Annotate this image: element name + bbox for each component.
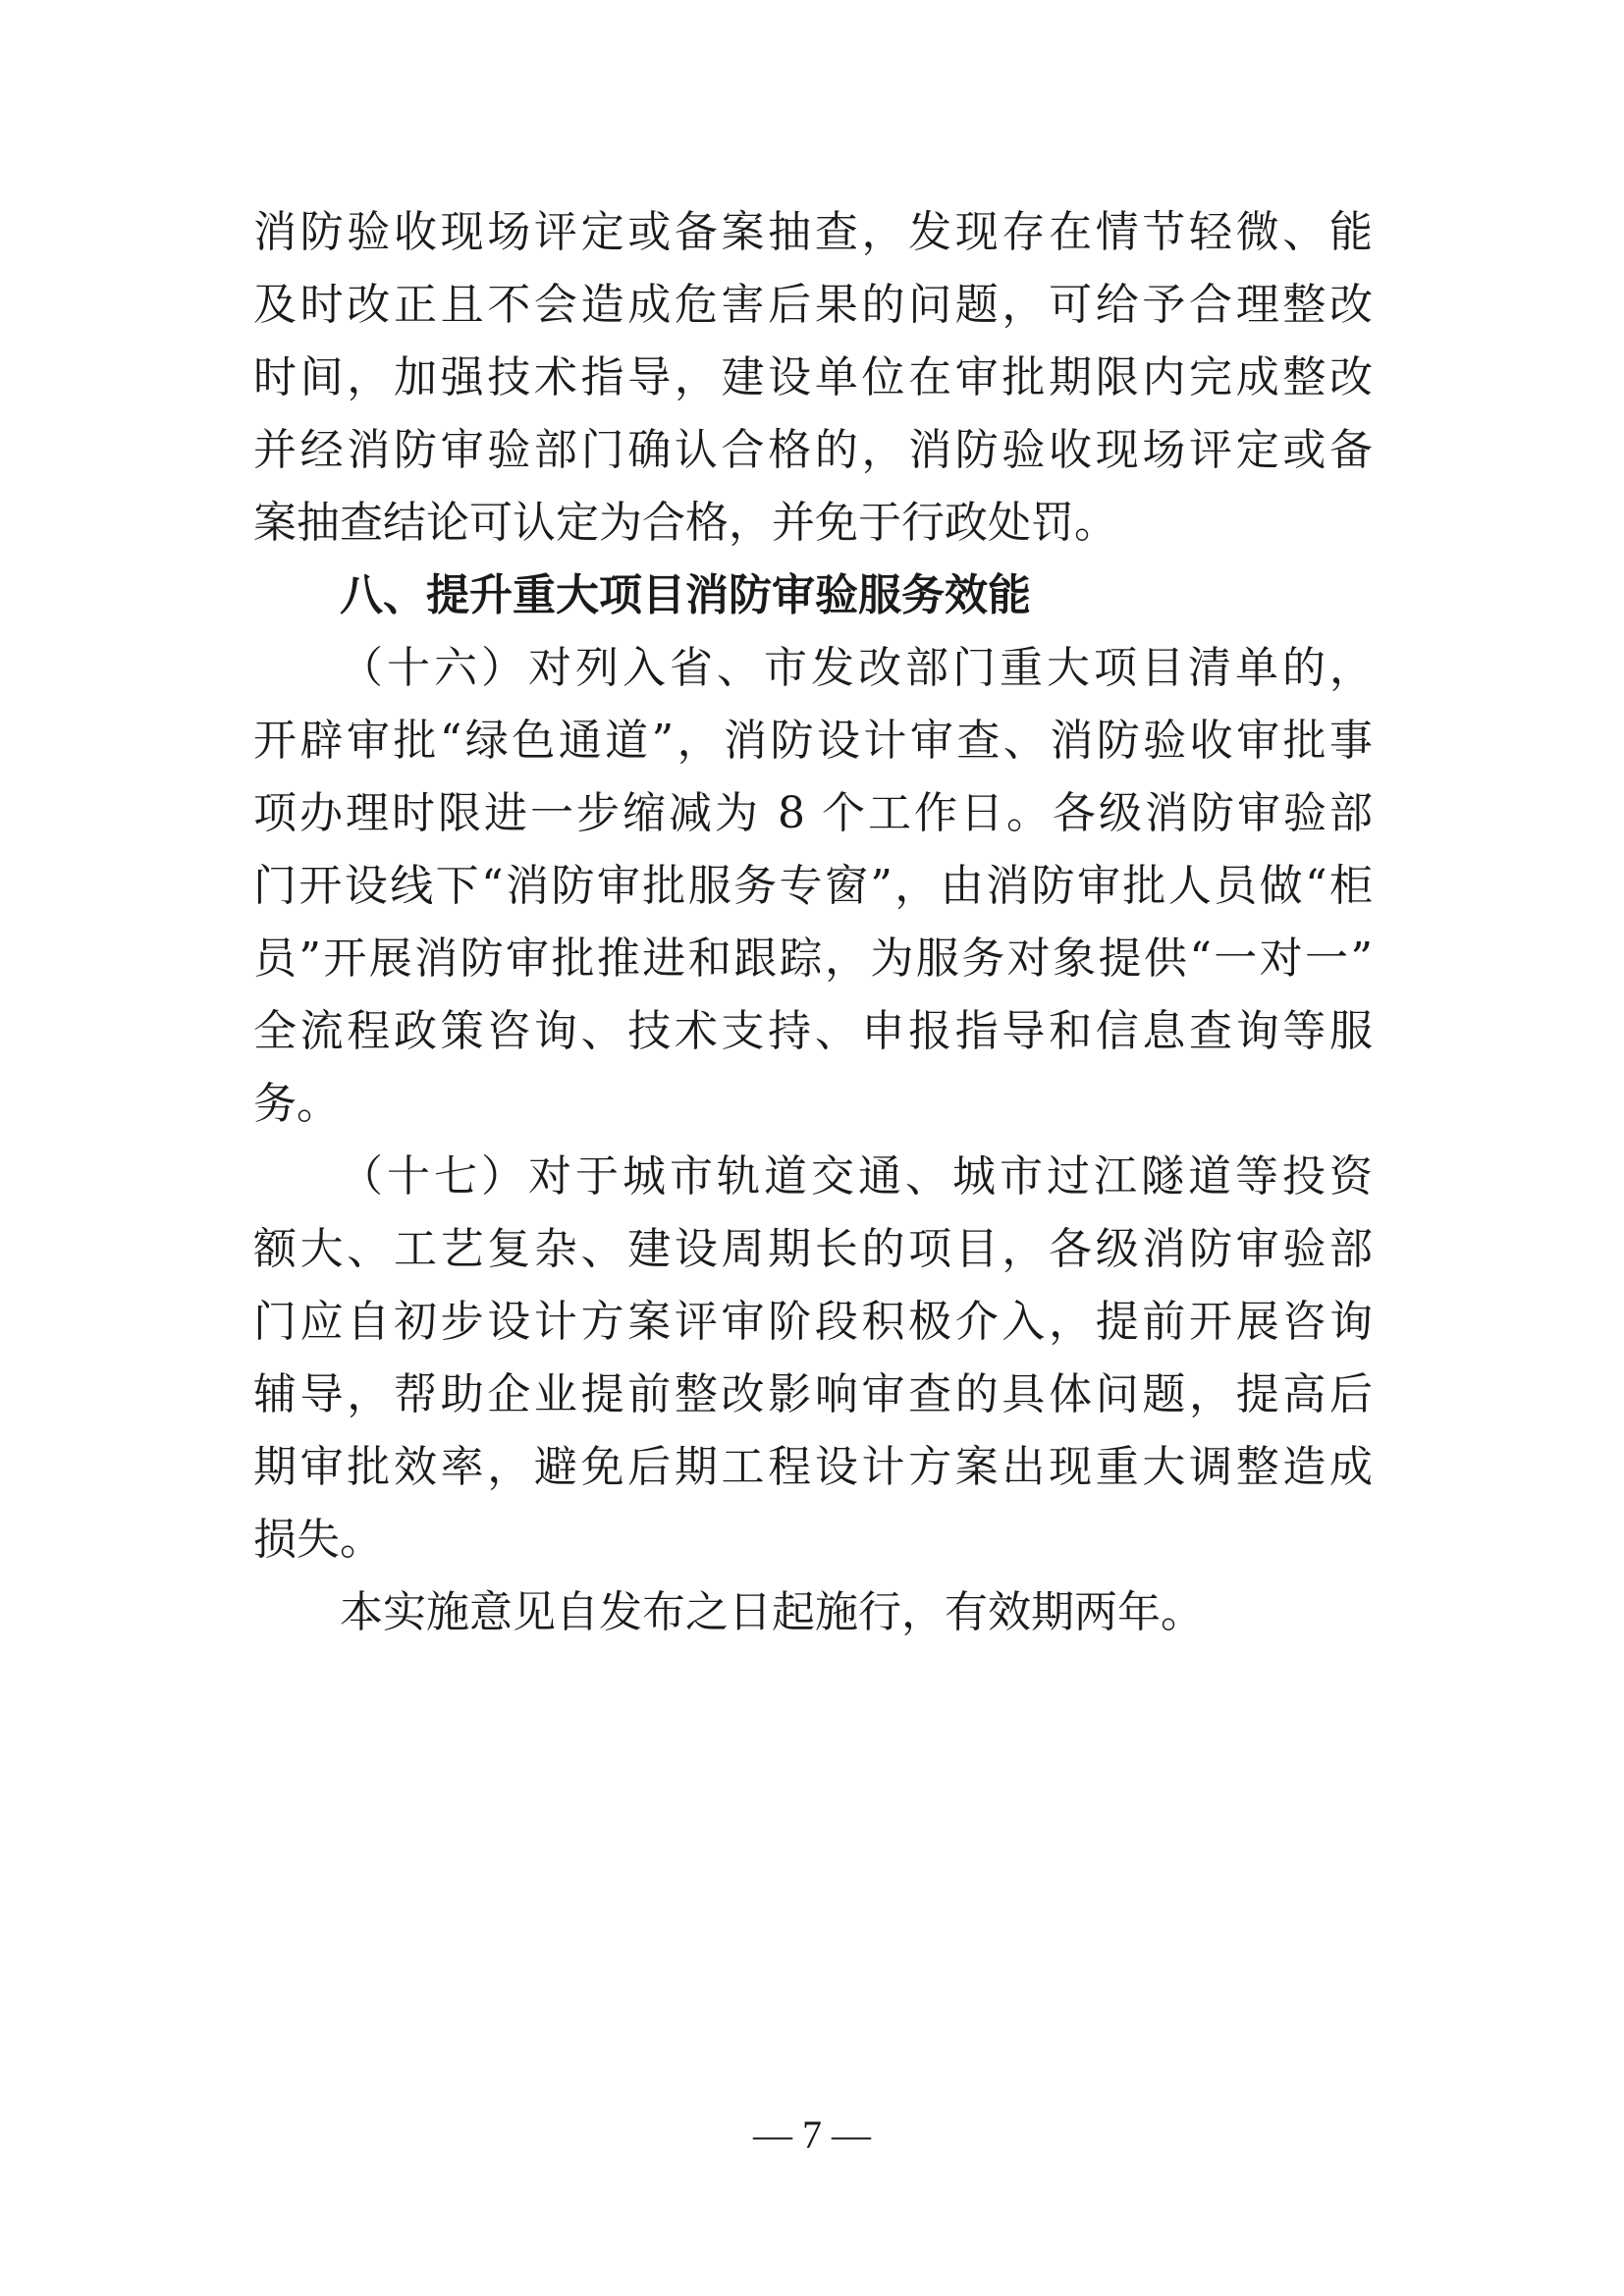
paragraph-line: 项办理时限进一步缩减为 8 个工作日。各级消防审验部	[253, 788, 1373, 838]
paragraph-line: 员”开展消防审批推进和跟踪，为服务对象提供“一对一”	[253, 934, 1373, 984]
page-number: — 7 —	[753, 2112, 871, 2157]
paragraph-line: （十七）对于城市轨道交通、城市过江隧道等投资	[340, 1151, 1373, 1201]
section-heading: 八、提升重大项目消防审验服务效能	[340, 570, 1031, 620]
paragraph-line: （十六）对列入省、市发改部门重大项目清单的，	[340, 643, 1373, 693]
paragraph-line: 期审批效率，避免后期工程设计方案出现重大调整造成	[253, 1442, 1373, 1492]
paragraph-line: 时间，加强技术指导，建设单位在审批期限内完成整改	[253, 352, 1373, 402]
paragraph-line: 务。	[253, 1079, 340, 1129]
paragraph-line: 并经消防审验部门确认合格的，消防验收现场评定或备	[253, 425, 1373, 475]
document-body	[253, 196, 1373, 1649]
closing-statement: 本实施意见自发布之日起施行，有效期两年。	[340, 1587, 1204, 1637]
paragraph-line: 辅导，帮助企业提前整改影响审查的具体问题，提高后	[253, 1369, 1373, 1419]
paragraph-line: 案抽查结论可认定为合格，并免于行政处罚。	[253, 498, 1117, 548]
paragraph-line: 损失。	[253, 1515, 383, 1565]
paragraph-line: 门应自初步设计方案评审阶段积极介入，提前开展咨询	[253, 1297, 1373, 1347]
paragraph-line: 门开设线下“消防审批服务专窗”，由消防审批人员做“柜	[253, 861, 1373, 911]
paragraph-line: 额大、工艺复杂、建设周期长的项目，各级消防审验部	[253, 1224, 1373, 1274]
paragraph-line: 消防验收现场评定或备案抽查，发现存在情节轻微、能	[253, 207, 1373, 257]
paragraph-line: 全流程政策咨询、技术支持、申报指导和信息查询等服	[253, 1006, 1373, 1056]
paragraph-line: 及时改正且不会造成危害后果的问题，可给予合理整改	[253, 280, 1373, 330]
paragraph-line: 开辟审批“绿色通道”，消防设计审查、消防验收审批事	[253, 716, 1373, 766]
